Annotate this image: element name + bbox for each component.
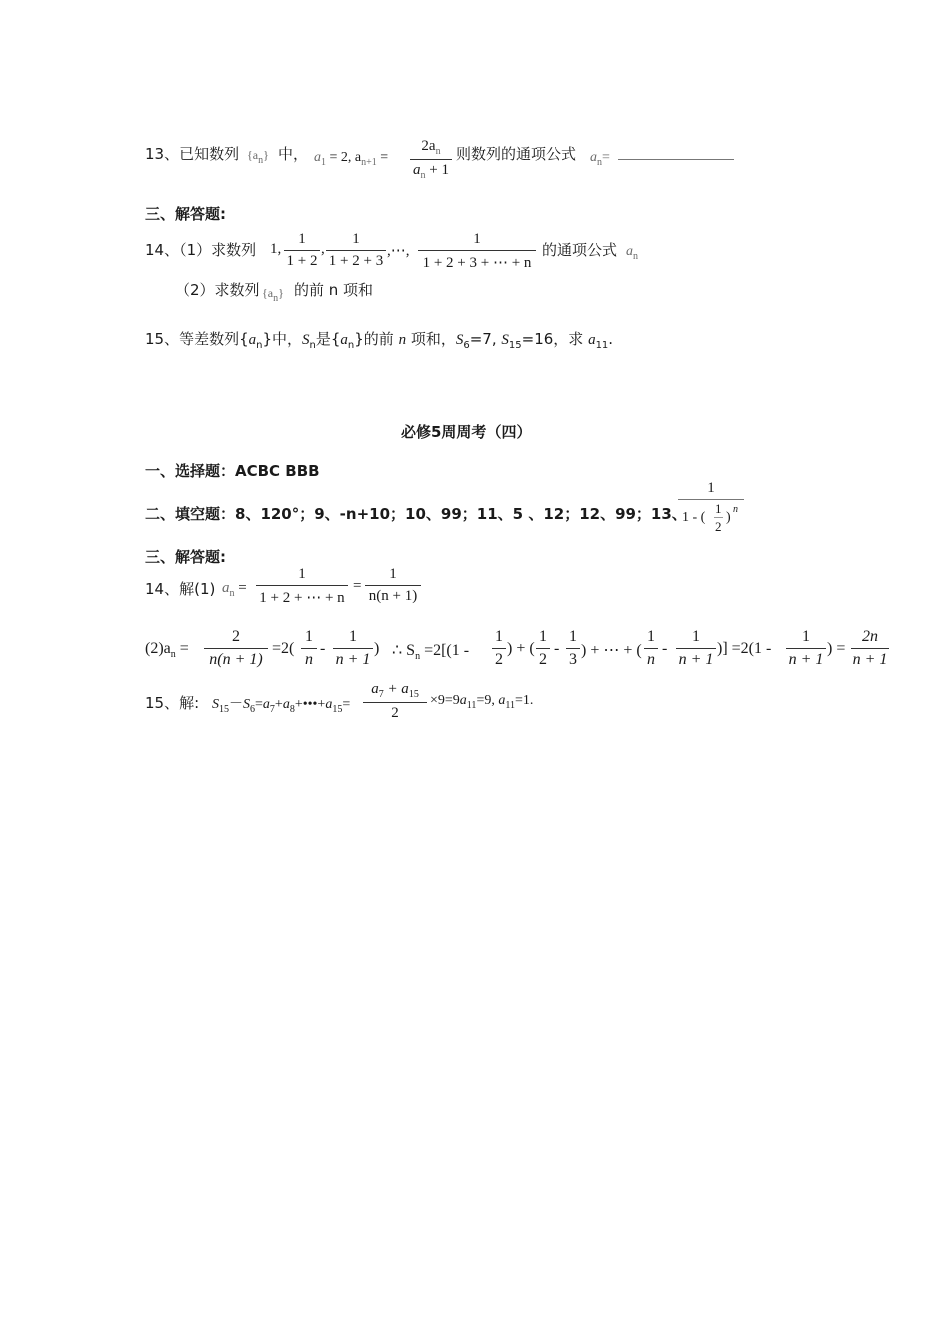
q14-part2-tail: 的前 n 项和 [294, 281, 374, 299]
q15-line: 15、等差数列$\{a_n\}$中，$S_n$是$\{a_n\}$的前 n 项和，$S_6=7$, $S_{15}=16$，求 $a_{11}$. [145, 330, 614, 351]
ans14b-p4: ) = [827, 640, 846, 657]
ans14b-frac7: $\frac{1}{n}$ [644, 628, 658, 669]
ans14-prefix: 14、解(1) [145, 580, 216, 598]
q13-answer-blank [618, 159, 734, 160]
ans14b-frac6: $\frac{1}{3}$ [566, 628, 580, 669]
ans14b-frac9: $\frac{1}{n + 1}$ [786, 628, 826, 669]
ans14b-frac5: $\frac{1}{2}$ [536, 628, 550, 669]
q13-tail: 则数列的通项公式 [456, 145, 577, 163]
q13-mid: 中， [278, 145, 309, 163]
ans14b-p2: ) + ⋯ + ( [581, 642, 642, 659]
ans14b-frac8: $\frac{1}{n + 1}$ [676, 628, 716, 669]
q14-part2-prefix: （2）求数列 [175, 281, 260, 299]
ans14b-frac1: $\frac{2}{n(n + 1)}$ [204, 628, 268, 669]
ans14b-p1: ) + ( [507, 640, 535, 657]
ans14-frac2: $\frac{1}{n(n + 1)}$ [365, 566, 421, 605]
q14-prefix: 14、（1）求数列 [145, 241, 257, 259]
ans15-tail: $\times 9=9a_{11}=9$, $a_{11}=1$. [430, 693, 534, 711]
q13-line [145, 143, 239, 164]
ans14b-minus2: - [554, 640, 560, 657]
ans14b-frac10: $\frac{2n}{n + 1}$ [852, 628, 888, 668]
answer-fill: 二、填空题：8、120°；9、-n+10；10、99；11、5 、12；12、99；13、 [145, 505, 687, 523]
ans14-eq2: = [353, 578, 362, 594]
fill-frac-num: 1 [678, 480, 744, 500]
fill-frac-den: 1 - ( 1 2 ) n [682, 501, 738, 534]
ans14b-therefore: ∴ $S_n =2[(1$ - [392, 642, 470, 662]
ans14b-frac4: $\frac{1}{2}$ [492, 628, 506, 669]
ans14b-frac3: $\frac{1}{n + 1}$ [333, 628, 373, 669]
ans14b-close: ) [374, 640, 380, 657]
q13-fraction: $\frac{2a_n}{a_n + 1}$ [410, 138, 452, 181]
answer-choice: 一、选择题：ACBC BBB [145, 462, 320, 480]
answer-section3-heading: 三、解答题: [145, 548, 226, 566]
ans14b-lead: $(2)a_n$ = [145, 640, 189, 660]
ans15-prefix: 15、解: [145, 694, 200, 712]
q14-frac1: $\frac{1}{1 + 2}$ [284, 231, 320, 270]
ans14-frac1: $\frac{1}{1 + 2 + \cdots + n}$ [256, 566, 348, 607]
ans14b-frac2: $\frac{1}{n}$ [301, 628, 317, 669]
section3-heading: 三、解答题: [145, 205, 226, 223]
ans14b-p3: )] =2(1 - [717, 640, 772, 657]
q13-seq: $\{a_n\}$ [247, 148, 269, 166]
answers-title: 必修5周周考（四） [401, 423, 532, 441]
q14-part2-seq: $\{a_n\}$ [262, 286, 284, 304]
q14-an: $a_n$ [626, 244, 638, 262]
q14-frac3: $\frac{1}{1 + 2 + 3 + \cdots + n}$ [418, 231, 536, 272]
q14-dots: ,⋯, [387, 243, 410, 259]
ans14b-minus: - [320, 640, 326, 657]
q14-one: 1, [270, 241, 282, 257]
ans15-fraction: $\frac{a_7 + a_{15}}{2}$ [363, 681, 427, 722]
q14-frac2: $\frac{1}{1 + 2 + 3}$ [326, 231, 386, 270]
q13-prefix: 13、已知数列 [145, 145, 240, 163]
ans14-an: $a_n$ = [222, 580, 247, 599]
answer-fill-fraction [678, 480, 744, 540]
ans15-expr: $S_{15}-S_6=a_7+a_8+•••+a_{15}=$ [212, 697, 351, 715]
ans14b-eq2: =2( [272, 640, 295, 657]
q13-a1-expr: $a_1 = 2$, $a_{n+1}$ = [314, 150, 389, 168]
q13-an: $a_n=$ [590, 150, 610, 168]
q14-tail: 的通项公式 [542, 241, 618, 259]
ans14b-minus3: - [662, 640, 668, 657]
q14-comma: , [321, 241, 325, 257]
